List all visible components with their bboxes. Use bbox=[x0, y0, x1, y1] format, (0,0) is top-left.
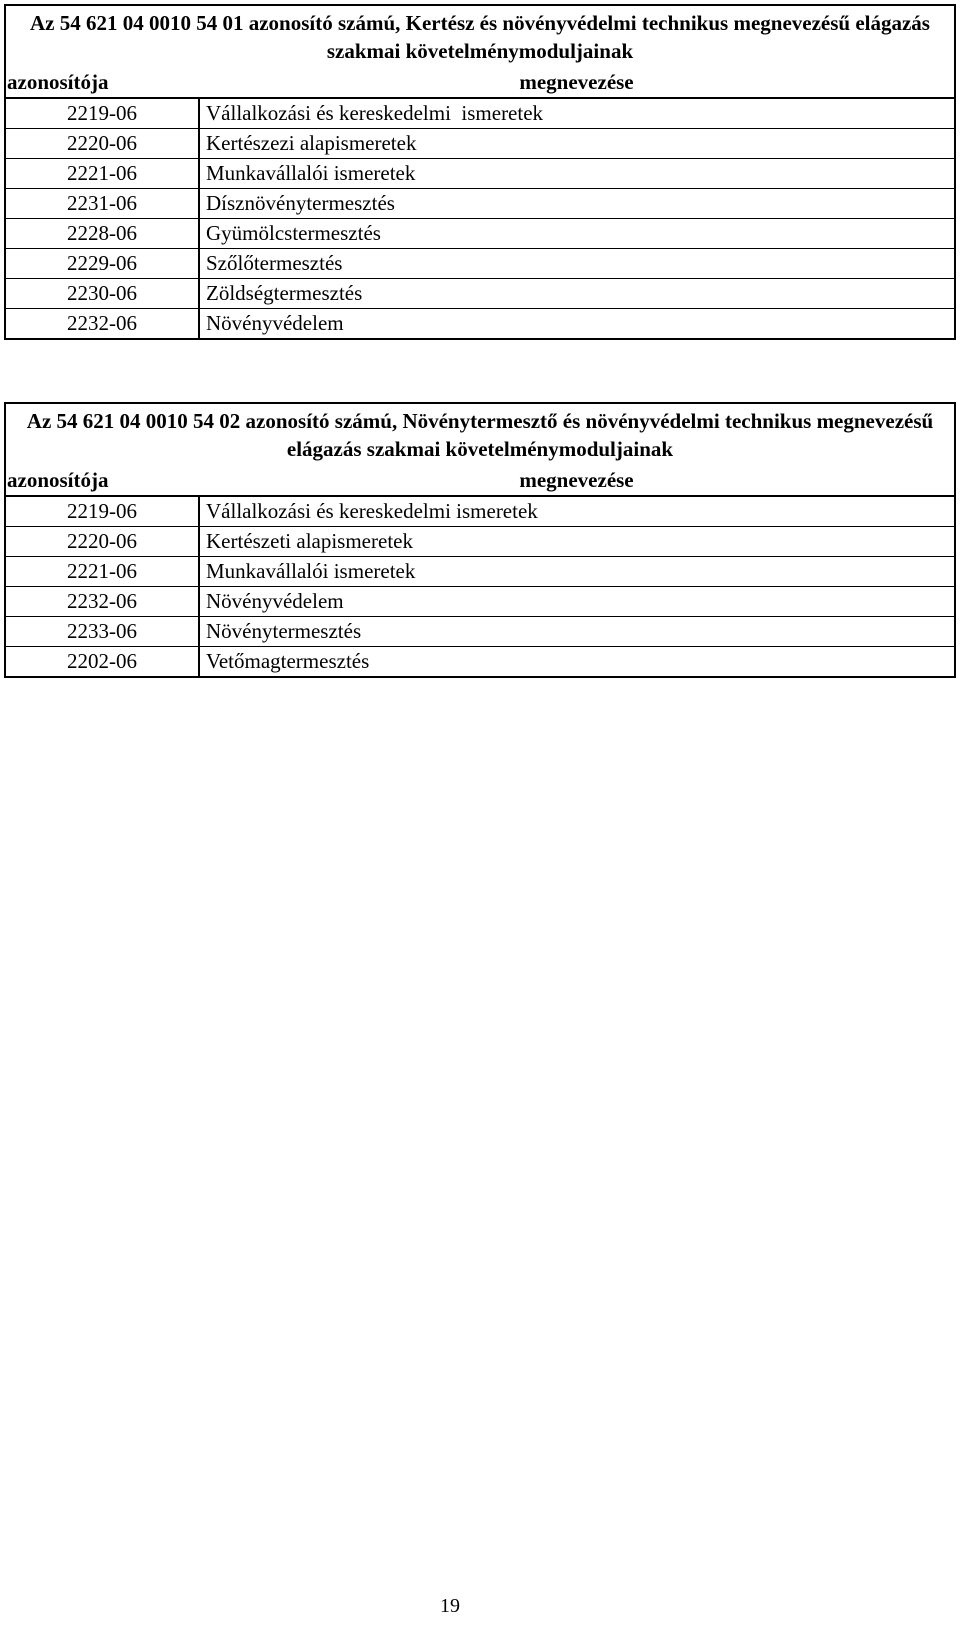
table-row bbox=[5, 647, 955, 678]
table-header-row bbox=[5, 68, 955, 98]
column-header-name: megnevezése bbox=[199, 68, 955, 98]
module-name: Szőlőtermesztés bbox=[199, 249, 955, 279]
module-name: Kertészezi alapismeretek bbox=[199, 129, 955, 159]
module-code: 2233-06 bbox=[5, 617, 199, 647]
module-code: 2221-06 bbox=[5, 557, 199, 587]
module-name: Kertészeti alapismeretek bbox=[199, 527, 955, 557]
module-code: 2230-06 bbox=[5, 279, 199, 309]
column-header-code: azonosítója bbox=[5, 466, 199, 496]
module-name: Növényvédelem bbox=[199, 309, 955, 340]
table-row bbox=[5, 527, 955, 557]
table-row bbox=[5, 309, 955, 340]
column-header-name: megnevezése bbox=[199, 466, 955, 496]
module-code: 2219-06 bbox=[5, 496, 199, 527]
module-code: 2219-06 bbox=[5, 98, 199, 129]
module-name: Gyümölcstermesztés bbox=[199, 219, 955, 249]
table-row bbox=[5, 129, 955, 159]
table-row bbox=[5, 189, 955, 219]
table-row bbox=[5, 496, 955, 527]
module-name: Vállalkozási és kereskedelmi ismeretek bbox=[199, 496, 955, 527]
table-title-row bbox=[5, 5, 955, 68]
module-name: Munkavállalói ismeretek bbox=[199, 159, 955, 189]
module-code: 2232-06 bbox=[5, 309, 199, 340]
module-name: Növényvédelem bbox=[199, 587, 955, 617]
table-row bbox=[5, 587, 955, 617]
module-name: Növénytermesztés bbox=[199, 617, 955, 647]
column-header-code: azonosítója bbox=[5, 68, 199, 98]
module-name: Vetőmagtermesztés bbox=[199, 647, 955, 678]
module-code: 2231-06 bbox=[5, 189, 199, 219]
module-table-1 bbox=[4, 4, 956, 340]
table-row bbox=[5, 219, 955, 249]
page-number: 19 bbox=[440, 1595, 460, 1617]
table-row bbox=[5, 279, 955, 309]
module-code: 2220-06 bbox=[5, 129, 199, 159]
module-code: 2228-06 bbox=[5, 219, 199, 249]
table-row bbox=[5, 98, 955, 129]
table-row bbox=[5, 249, 955, 279]
table-title: Az 54 621 04 0010 54 02 azonosító számú, Növénytermesztő és növényvédelmi technikus megnevezésű elágazás szakmai követelménymoduljainak bbox=[5, 403, 955, 466]
table-title-row bbox=[5, 403, 955, 466]
module-code: 2229-06 bbox=[5, 249, 199, 279]
table-row bbox=[5, 557, 955, 587]
module-name: Dísznövénytermesztés bbox=[199, 189, 955, 219]
module-name: Zöldségtermesztés bbox=[199, 279, 955, 309]
table-row bbox=[5, 617, 955, 647]
module-code: 2232-06 bbox=[5, 587, 199, 617]
module-name: Vállalkozási és kereskedelmi ismeretek bbox=[199, 98, 955, 129]
module-code: 2220-06 bbox=[5, 527, 199, 557]
table-row bbox=[5, 159, 955, 189]
table-header-row bbox=[5, 466, 955, 496]
module-code: 2202-06 bbox=[5, 647, 199, 678]
table-title: Az 54 621 04 0010 54 01 azonosító számú, Kertész és növényvédelmi technikus megnevezésű elágazás szakmai követelménymoduljainak bbox=[5, 5, 955, 68]
module-code: 2221-06 bbox=[5, 159, 199, 189]
module-table-2 bbox=[4, 402, 956, 678]
module-name: Munkavállalói ismeretek bbox=[199, 557, 955, 587]
